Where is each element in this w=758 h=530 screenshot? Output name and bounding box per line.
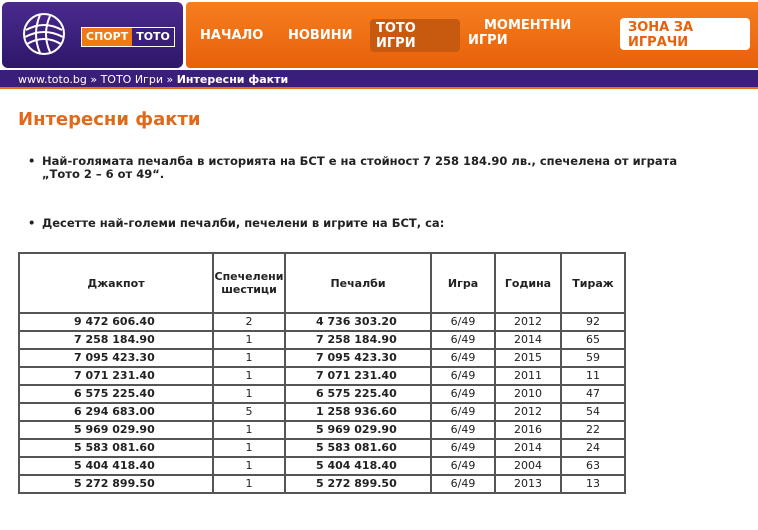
cell-year: 2010 [495,385,561,403]
nav-instant-line1: МОМЕНТНИ [484,18,572,33]
cell-year: 2012 [495,403,561,421]
cell-winnings: 5 969 029.90 [285,421,431,439]
cell-jackpot: 7 071 231.40 [19,367,213,385]
nav-zone-line2: ИГРАЧИ [628,35,689,50]
cell-game: 6/49 [431,403,495,421]
breadcrumb-current: Интересни факти [176,73,289,86]
cell-won-sixes: 1 [213,349,285,367]
breadcrumb [0,70,758,89]
header-draw: Тираж [561,253,625,313]
cell-won-sixes: 1 [213,475,285,493]
table-row [19,457,625,475]
cell-won-sixes: 5 [213,403,285,421]
cell-game: 6/49 [431,439,495,457]
cell-jackpot: 5 404 418.40 [19,457,213,475]
nav-item-player-zone[interactable] [620,18,750,50]
cell-game: 6/49 [431,367,495,385]
cell-year: 2011 [495,367,561,385]
fact-bullet-2: • Десетте най-големи печалби, печелени в игрите на БСТ, са: [42,217,682,230]
cell-draw: 54 [561,403,625,421]
header-won-sixes-line1: Спечелени [214,270,284,283]
table-row [19,475,625,493]
table-row [19,367,625,385]
cell-draw: 92 [561,313,625,331]
cell-jackpot: 6 575 225.40 [19,385,213,403]
cell-draw: 24 [561,439,625,457]
cell-winnings: 7 071 231.40 [285,367,431,385]
nav-item-toto-games[interactable] [370,19,460,52]
table-row [19,349,625,367]
cell-won-sixes: 1 [213,421,285,439]
cell-won-sixes: 1 [213,367,285,385]
nav-item-home[interactable]: НАЧАЛО [200,28,264,43]
header-won-sixes [213,253,285,313]
cell-winnings: 4 736 303.20 [285,313,431,331]
breadcrumb-separator: » [162,73,177,86]
header-game: Игра [431,253,495,313]
header-winnings: Печалби [285,253,431,313]
cell-jackpot: 5 272 899.50 [19,475,213,493]
cell-jackpot: 6 294 683.00 [19,403,213,421]
nav-toto-line1: ТОТО [376,21,416,36]
cell-draw: 13 [561,475,625,493]
cell-winnings: 7 095 423.30 [285,349,431,367]
nav-zone-line1: ЗОНА ЗА [628,20,694,35]
cell-draw: 22 [561,421,625,439]
cell-draw: 65 [561,331,625,349]
breadcrumb-separator: » [86,73,101,86]
table-row [19,421,625,439]
cell-winnings: 1 258 936.60 [285,403,431,421]
cell-year: 2013 [495,475,561,493]
logo-toto-text: ТОТО [132,28,174,46]
table-header-row [19,253,625,313]
jackpot-table [18,252,626,494]
cell-won-sixes: 1 [213,331,285,349]
table-row [19,403,625,421]
breadcrumb-home-link[interactable]: www.toto.bg [18,73,87,86]
cell-draw: 47 [561,385,625,403]
site-header [0,0,758,70]
table-row [19,385,625,403]
fact-bullet-1 [42,155,682,181]
cell-winnings: 5 272 899.50 [285,475,431,493]
cell-jackpot: 7 095 423.30 [19,349,213,367]
cell-winnings: 5 583 081.60 [285,439,431,457]
table-row [19,331,625,349]
nav-item-instant-games[interactable] [468,18,588,48]
cell-jackpot: 9 472 606.40 [19,313,213,331]
cell-draw: 11 [561,367,625,385]
cell-draw: 63 [561,457,625,475]
globe-logo-icon [20,10,68,58]
table-row [19,313,625,331]
cell-jackpot: 7 258 184.90 [19,331,213,349]
cell-winnings: 7 258 184.90 [285,331,431,349]
table-body [19,313,625,493]
cell-game: 6/49 [431,475,495,493]
cell-game: 6/49 [431,385,495,403]
cell-game: 6/49 [431,349,495,367]
cell-year: 2012 [495,313,561,331]
nav-item-news[interactable]: НОВИНИ [288,28,353,43]
cell-game: 6/49 [431,421,495,439]
cell-year: 2014 [495,331,561,349]
cell-year: 2015 [495,349,561,367]
cell-year: 2004 [495,457,561,475]
nav-toto-line2: ИГРИ [376,36,416,51]
breadcrumb-games-link[interactable]: ТОТО Игри [100,73,163,86]
cell-won-sixes: 1 [213,439,285,457]
page-title: Интересни факти [18,109,201,130]
cell-game: 6/49 [431,313,495,331]
cell-won-sixes: 1 [213,385,285,403]
logo[interactable] [2,2,183,68]
main-nav [186,2,758,68]
cell-year: 2014 [495,439,561,457]
cell-won-sixes: 1 [213,457,285,475]
header-won-sixes-line2: шестици [221,283,277,296]
logo-wordmark [81,27,175,47]
header-jackpot: Джакпот [19,253,213,313]
nav-instant-line2: ИГРИ [468,33,508,48]
cell-winnings: 5 404 418.40 [285,457,431,475]
cell-jackpot: 5 583 081.60 [19,439,213,457]
logo-sport-text: СПОРТ [82,28,132,46]
cell-game: 6/49 [431,331,495,349]
fact-1-line-1: • Най-голямата печалба в историята на БСТ е на стойност 7 258 184.90 лв., спечелена от играта [42,154,678,168]
cell-jackpot: 5 969 029.90 [19,421,213,439]
header-year: Година [495,253,561,313]
cell-won-sixes: 2 [213,313,285,331]
cell-game: 6/49 [431,457,495,475]
table-row [19,439,625,457]
cell-draw: 59 [561,349,625,367]
fact-1-line-2: „Тото 2 – 6 от 49“. [42,167,165,181]
cell-year: 2016 [495,421,561,439]
cell-winnings: 6 575 225.40 [285,385,431,403]
